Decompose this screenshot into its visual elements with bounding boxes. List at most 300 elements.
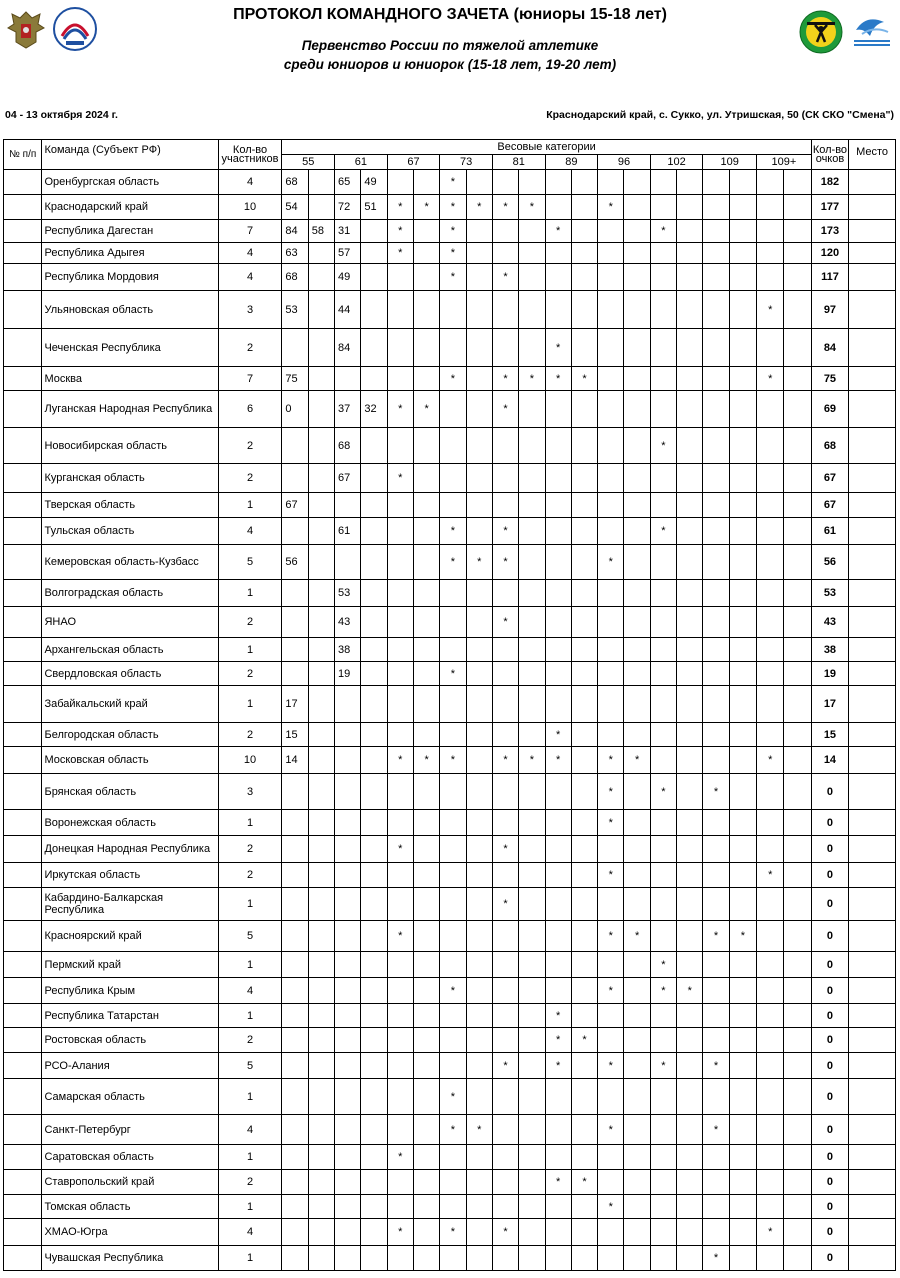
team-name: Красноярский край xyxy=(42,921,218,952)
category-cell xyxy=(308,723,334,747)
category-cell xyxy=(729,723,756,747)
category-cell xyxy=(757,1145,784,1170)
row-number xyxy=(4,518,42,545)
category-cell xyxy=(387,1246,413,1271)
category-cell xyxy=(677,774,703,810)
category-cell xyxy=(729,1115,756,1145)
table-row xyxy=(4,545,896,580)
team-points: 0 xyxy=(811,921,848,952)
category-cell xyxy=(361,291,387,329)
category-cell: * xyxy=(440,1219,466,1246)
header-points: Кол-во очков xyxy=(811,140,848,170)
category-cell xyxy=(308,518,334,545)
team-name: Чеченская Республика xyxy=(42,329,218,367)
team-points: 17 xyxy=(811,686,848,723)
category-cell xyxy=(466,1079,492,1115)
category-cell xyxy=(387,774,413,810)
category-cell xyxy=(677,367,703,391)
category-cell xyxy=(466,1028,492,1053)
table-row xyxy=(4,329,896,367)
category-cell: * xyxy=(598,863,624,888)
category-cell xyxy=(282,978,308,1004)
category-cell xyxy=(466,367,492,391)
category-cell xyxy=(650,723,676,747)
category-cell: * xyxy=(703,1115,729,1145)
category-cell xyxy=(492,1004,518,1028)
category-cell xyxy=(282,1004,308,1028)
category-cell xyxy=(624,291,650,329)
category-cell xyxy=(598,518,624,545)
team-name: РСО-Алания xyxy=(42,1053,218,1079)
category-cell xyxy=(413,1246,439,1271)
category-cell xyxy=(308,580,334,607)
category-cell xyxy=(729,428,756,464)
category-cell xyxy=(598,428,624,464)
category-cell xyxy=(361,978,387,1004)
table-row xyxy=(4,367,896,391)
category-cell xyxy=(624,952,650,978)
category-cell xyxy=(492,580,518,607)
team-name: Ростовская область xyxy=(42,1028,218,1053)
category-cell: * xyxy=(492,1219,518,1246)
category-cell xyxy=(729,607,756,638)
category-cell xyxy=(440,1004,466,1028)
category-cell xyxy=(361,545,387,580)
category-cell xyxy=(413,686,439,723)
category-cell xyxy=(519,1145,545,1170)
category-cell xyxy=(703,888,729,921)
category-cell xyxy=(677,493,703,518)
category-cell xyxy=(729,291,756,329)
category-cell xyxy=(413,329,439,367)
row-number xyxy=(4,428,42,464)
category-cell xyxy=(677,607,703,638)
category-cell xyxy=(757,952,784,978)
category-cell xyxy=(624,1028,650,1053)
category-cell xyxy=(413,723,439,747)
team-points: 120 xyxy=(811,243,848,264)
category-cell xyxy=(729,580,756,607)
category-cell xyxy=(413,888,439,921)
row-number xyxy=(4,493,42,518)
participant-count: 4 xyxy=(218,264,282,291)
category-cell xyxy=(757,195,784,220)
team-place xyxy=(849,1170,896,1195)
category-cell xyxy=(519,1195,545,1219)
category-cell: 56 xyxy=(282,545,308,580)
table-row xyxy=(4,493,896,518)
category-cell xyxy=(757,978,784,1004)
category-cell xyxy=(492,291,518,329)
category-cell xyxy=(624,1246,650,1271)
category-cell: * xyxy=(598,774,624,810)
category-cell xyxy=(387,1195,413,1219)
category-cell xyxy=(440,1246,466,1271)
category-cell xyxy=(413,638,439,662)
category-cell xyxy=(571,243,597,264)
category-cell xyxy=(729,493,756,518)
participant-count: 2 xyxy=(218,836,282,863)
category-cell xyxy=(677,1145,703,1170)
category-cell xyxy=(598,1219,624,1246)
category-cell: * xyxy=(598,1115,624,1145)
category-cell xyxy=(703,638,729,662)
category-cell xyxy=(571,952,597,978)
table-row xyxy=(4,264,896,291)
participant-count: 2 xyxy=(218,329,282,367)
category-cell xyxy=(757,1170,784,1195)
category-cell xyxy=(784,329,811,367)
participant-count: 5 xyxy=(218,921,282,952)
category-cell xyxy=(413,220,439,243)
category-cell: 38 xyxy=(335,638,361,662)
category-cell xyxy=(519,391,545,428)
category-cell xyxy=(282,1170,308,1195)
category-cell xyxy=(598,220,624,243)
weight-category-header: 73 xyxy=(440,155,493,170)
row-number xyxy=(4,367,42,391)
category-cell xyxy=(519,170,545,195)
category-cell xyxy=(387,493,413,518)
category-cell xyxy=(784,1195,811,1219)
category-cell xyxy=(413,607,439,638)
participant-count: 4 xyxy=(218,170,282,195)
team-place xyxy=(849,747,896,774)
category-cell xyxy=(757,1195,784,1219)
participant-count: 1 xyxy=(218,1079,282,1115)
category-cell xyxy=(440,810,466,836)
participant-count: 2 xyxy=(218,1028,282,1053)
participant-count: 2 xyxy=(218,464,282,493)
participant-count: 5 xyxy=(218,1053,282,1079)
category-cell xyxy=(571,921,597,952)
category-cell xyxy=(308,1053,334,1079)
category-cell xyxy=(440,580,466,607)
category-cell: 84 xyxy=(335,329,361,367)
team-name: Архангельская область xyxy=(42,638,218,662)
team-points: 15 xyxy=(811,723,848,747)
category-cell xyxy=(545,580,571,607)
category-cell: * xyxy=(545,747,571,774)
participant-count: 1 xyxy=(218,1004,282,1028)
category-cell xyxy=(282,888,308,921)
category-cell xyxy=(308,978,334,1004)
team-points: 173 xyxy=(811,220,848,243)
category-cell xyxy=(440,836,466,863)
team-name: Иркутская область xyxy=(42,863,218,888)
category-cell xyxy=(571,329,597,367)
category-cell xyxy=(335,1115,361,1145)
category-cell xyxy=(466,243,492,264)
team-place xyxy=(849,580,896,607)
category-cell xyxy=(466,1170,492,1195)
category-cell xyxy=(387,428,413,464)
category-cell xyxy=(650,810,676,836)
category-cell xyxy=(466,888,492,921)
category-cell xyxy=(413,810,439,836)
category-cell xyxy=(703,836,729,863)
category-cell: * xyxy=(387,464,413,493)
category-cell xyxy=(440,638,466,662)
team-place xyxy=(849,493,896,518)
category-cell: * xyxy=(387,195,413,220)
category-cell xyxy=(413,493,439,518)
category-cell xyxy=(545,863,571,888)
category-cell: * xyxy=(387,836,413,863)
category-cell xyxy=(387,978,413,1004)
category-cell xyxy=(650,1170,676,1195)
category-cell xyxy=(784,863,811,888)
category-cell xyxy=(466,836,492,863)
team-name: Белгородская область xyxy=(42,723,218,747)
category-cell xyxy=(519,1053,545,1079)
category-cell xyxy=(519,686,545,723)
category-cell xyxy=(308,243,334,264)
category-cell xyxy=(545,638,571,662)
category-cell xyxy=(361,464,387,493)
category-cell xyxy=(335,774,361,810)
category-cell xyxy=(598,464,624,493)
category-cell: 51 xyxy=(361,195,387,220)
category-cell xyxy=(282,580,308,607)
team-points: 56 xyxy=(811,545,848,580)
category-cell xyxy=(519,580,545,607)
category-cell xyxy=(784,220,811,243)
category-cell xyxy=(466,662,492,686)
category-cell xyxy=(571,518,597,545)
category-cell xyxy=(308,836,334,863)
team-place xyxy=(849,863,896,888)
category-cell: * xyxy=(519,367,545,391)
weight-category-header: 109 xyxy=(703,155,757,170)
category-cell xyxy=(757,329,784,367)
category-cell xyxy=(519,464,545,493)
category-cell xyxy=(308,662,334,686)
team-place xyxy=(849,170,896,195)
category-cell xyxy=(729,638,756,662)
category-cell xyxy=(677,1053,703,1079)
category-cell xyxy=(545,921,571,952)
category-cell xyxy=(387,723,413,747)
category-cell xyxy=(784,1170,811,1195)
participant-count: 4 xyxy=(218,518,282,545)
category-cell xyxy=(387,518,413,545)
category-cell xyxy=(571,545,597,580)
category-cell xyxy=(387,291,413,329)
category-cell xyxy=(677,464,703,493)
header-no: № п/п xyxy=(4,140,42,170)
participant-count: 2 xyxy=(218,863,282,888)
category-cell xyxy=(361,1053,387,1079)
row-number xyxy=(4,1053,42,1079)
table-row xyxy=(4,747,896,774)
category-cell xyxy=(650,863,676,888)
category-cell: * xyxy=(650,1053,676,1079)
category-cell: 17 xyxy=(282,686,308,723)
category-cell xyxy=(703,978,729,1004)
category-cell xyxy=(361,723,387,747)
category-cell xyxy=(650,1219,676,1246)
category-cell: * xyxy=(545,329,571,367)
category-cell xyxy=(387,1053,413,1079)
category-cell: * xyxy=(598,978,624,1004)
category-cell: 84 xyxy=(282,220,308,243)
category-cell xyxy=(784,580,811,607)
category-cell xyxy=(308,638,334,662)
category-cell xyxy=(598,264,624,291)
category-cell: * xyxy=(492,607,518,638)
category-cell: * xyxy=(545,723,571,747)
category-cell: 58 xyxy=(308,220,334,243)
category-cell xyxy=(492,662,518,686)
category-cell xyxy=(757,243,784,264)
category-cell xyxy=(361,1004,387,1028)
category-cell xyxy=(571,220,597,243)
category-cell xyxy=(440,607,466,638)
team-place xyxy=(849,888,896,921)
category-cell xyxy=(387,952,413,978)
category-cell xyxy=(677,1115,703,1145)
category-cell xyxy=(492,243,518,264)
category-cell xyxy=(729,1195,756,1219)
team-place xyxy=(849,518,896,545)
category-cell xyxy=(361,888,387,921)
category-cell xyxy=(571,428,597,464)
category-cell xyxy=(677,952,703,978)
category-cell xyxy=(466,220,492,243)
category-cell: 15 xyxy=(282,723,308,747)
category-cell: * xyxy=(440,243,466,264)
team-place xyxy=(849,952,896,978)
category-cell xyxy=(492,952,518,978)
row-number xyxy=(4,291,42,329)
protocol-title: ПРОТОКОЛ КОМАНДНОГО ЗАЧЕТА (юниоры 15-18 лет) xyxy=(233,6,667,23)
category-cell xyxy=(729,662,756,686)
category-cell xyxy=(571,391,597,428)
category-cell xyxy=(413,1079,439,1115)
category-cell xyxy=(598,686,624,723)
category-cell xyxy=(335,1053,361,1079)
category-cell xyxy=(571,1115,597,1145)
category-cell xyxy=(282,810,308,836)
category-cell: * xyxy=(387,391,413,428)
table-row xyxy=(4,810,896,836)
category-cell xyxy=(545,952,571,978)
category-cell xyxy=(413,774,439,810)
category-cell xyxy=(784,686,811,723)
category-cell xyxy=(282,1053,308,1079)
category-cell xyxy=(387,810,413,836)
row-number xyxy=(4,810,42,836)
team-name: Брянская область xyxy=(42,774,218,810)
category-cell xyxy=(598,1028,624,1053)
category-cell: * xyxy=(598,747,624,774)
header-team: Команда (Субъект РФ) xyxy=(42,140,218,170)
category-cell: * xyxy=(650,774,676,810)
category-cell xyxy=(571,1145,597,1170)
category-cell xyxy=(729,391,756,428)
category-cell xyxy=(624,723,650,747)
category-cell xyxy=(624,243,650,264)
team-name: Воронежская область xyxy=(42,810,218,836)
category-cell xyxy=(757,921,784,952)
category-cell xyxy=(571,1053,597,1079)
category-cell xyxy=(361,607,387,638)
category-cell xyxy=(571,1219,597,1246)
category-cell xyxy=(571,580,597,607)
table-row xyxy=(4,888,896,921)
team-name: Московская область xyxy=(42,747,218,774)
category-cell: * xyxy=(545,220,571,243)
participant-count: 2 xyxy=(218,662,282,686)
category-cell xyxy=(598,493,624,518)
category-cell xyxy=(784,1053,811,1079)
team-points: 0 xyxy=(811,978,848,1004)
category-cell xyxy=(492,921,518,952)
table-row xyxy=(4,836,896,863)
category-cell xyxy=(757,545,784,580)
category-cell xyxy=(677,1195,703,1219)
category-cell xyxy=(571,723,597,747)
category-cell xyxy=(466,747,492,774)
category-cell xyxy=(466,1195,492,1219)
row-number xyxy=(4,1028,42,1053)
category-cell xyxy=(387,1170,413,1195)
category-cell xyxy=(335,1079,361,1115)
category-cell xyxy=(466,170,492,195)
category-cell xyxy=(466,291,492,329)
participant-count: 10 xyxy=(218,747,282,774)
category-cell xyxy=(677,921,703,952)
row-number xyxy=(4,638,42,662)
category-cell xyxy=(519,810,545,836)
category-cell: * xyxy=(757,863,784,888)
category-cell xyxy=(677,1246,703,1271)
category-cell: * xyxy=(650,428,676,464)
category-cell xyxy=(545,774,571,810)
category-cell xyxy=(729,1246,756,1271)
row-number xyxy=(4,1170,42,1195)
category-cell xyxy=(282,921,308,952)
category-cell xyxy=(282,518,308,545)
weight-category-header: 55 xyxy=(282,155,335,170)
category-cell xyxy=(571,863,597,888)
category-cell xyxy=(677,170,703,195)
weight-category-header: 67 xyxy=(387,155,440,170)
category-cell xyxy=(784,662,811,686)
category-cell xyxy=(335,493,361,518)
category-cell: 49 xyxy=(335,264,361,291)
category-cell xyxy=(282,836,308,863)
team-points: 0 xyxy=(811,1145,848,1170)
row-number xyxy=(4,1004,42,1028)
category-cell xyxy=(361,863,387,888)
table-row xyxy=(4,195,896,220)
team-points: 0 xyxy=(811,1028,848,1053)
weight-category-header: 102 xyxy=(650,155,703,170)
category-cell xyxy=(282,329,308,367)
team-name: Курганская область xyxy=(42,464,218,493)
category-cell xyxy=(361,662,387,686)
participant-count: 2 xyxy=(218,723,282,747)
category-cell xyxy=(335,1170,361,1195)
category-cell xyxy=(387,545,413,580)
category-cell xyxy=(784,391,811,428)
table-row xyxy=(4,1115,896,1145)
team-place xyxy=(849,1115,896,1145)
team-name: Пермский край xyxy=(42,952,218,978)
category-cell xyxy=(784,888,811,921)
